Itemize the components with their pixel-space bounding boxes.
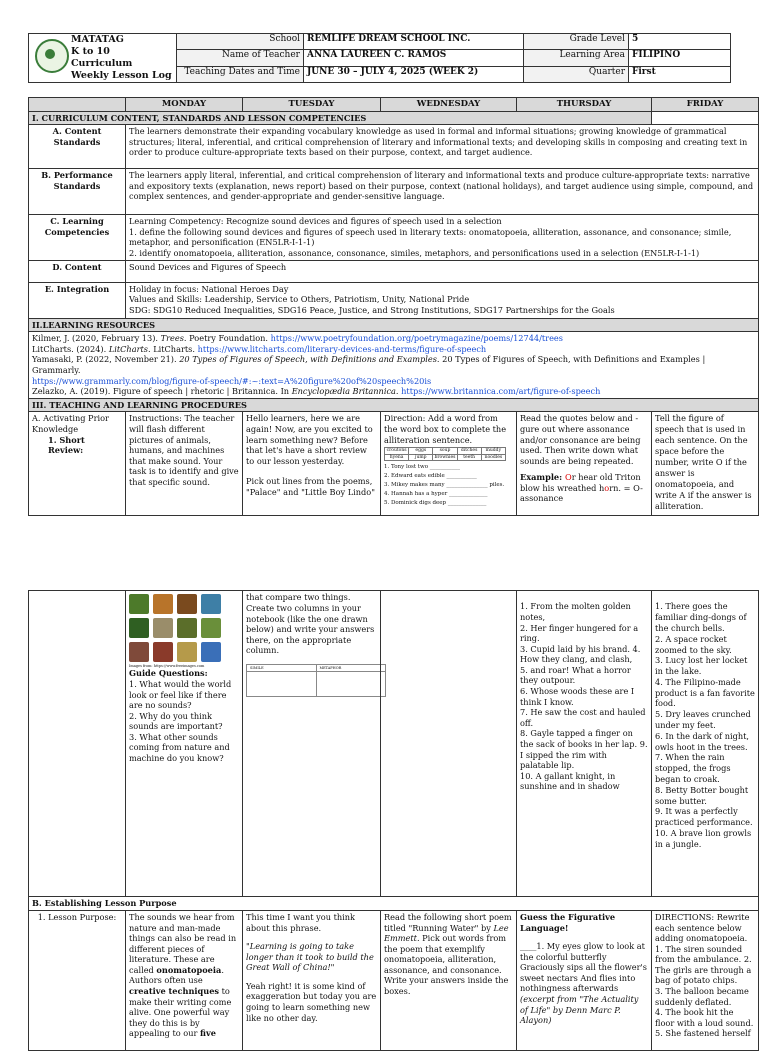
blank-cell <box>652 111 759 125</box>
guide-questions-title: Guide Questions: <box>129 668 208 679</box>
sound-picture-thumbnail <box>129 642 149 662</box>
title-line-3: Weekly Lesson Log <box>71 70 172 81</box>
thursday-activity: 1. From the molten golden notes, 2. Her finger hungered for a ring. 3. Cupid laid by his brand. 4. How they clang, and clash, 5. and roar! What a horror they outpour. 6. Whose woods these are I think I know. 7. He saw the cost and hauled off. 8. Gayle tapped a finger on the sack of books in her lap. 9. I sipped the rim with palatable lip. 10. A gallant knight, in sunshine and in shadow <box>517 591 652 897</box>
lesson-purpose-label: 1. Lesson Purpose: <box>29 910 126 1050</box>
reference-1: Kilmer, J. (2020, February 13). Trees. Poetry Foundation. https://www.poetryfoundation.org/poetrymagazine/poems/12744/trees <box>32 333 563 344</box>
school-value: REMLIFE DREAM SCHOOL INC. <box>304 34 524 50</box>
sound-pictures-grid <box>129 594 239 662</box>
lesson-table-bottom <box>28 590 759 1051</box>
header-title <box>29 34 177 83</box>
day-friday: FRIDAY <box>652 98 759 112</box>
section-heading-curriculum: I. CURRICULUM CONTENT, STANDARDS AND LESSON COMPETENCIES <box>29 111 652 125</box>
thursday-purpose: Guess the Figurative Language! ____1. My eyes glow to look at the colorful butterfly Graciously sips all the flower's sweet nectars And flies into nothingness afterwards (excerpt from "The Actuality of Life" by Denn Marc P. Alayon) <box>517 910 652 1050</box>
monday-activity <box>126 591 243 897</box>
guide-question: 2. Why do you think sounds are important? <box>129 710 223 732</box>
deped-seal-logo <box>35 39 69 73</box>
learning-competencies-label: C. Learning Competencies <box>29 215 126 260</box>
content-text: Sound Devices and Figures of Speech <box>126 260 759 282</box>
sound-picture-thumbnail <box>177 594 197 614</box>
sound-picture-thumbnail <box>129 618 149 638</box>
short-review-label: A. Activating Prior Knowledge 1. Short Review: <box>29 412 126 516</box>
reference-3-link <box>32 376 755 387</box>
friday-activity: 1. There goes the familiar ding-dongs of the church bells. 2. A space rocket zoomed to the sky. 3. Lucy lost her locket in the lake. 4. The Filipino-made product is a fan favorite food. 5. Dry leaves crunched under my feet. 6. In the dark of night, owls hoot in the trees. 7. When the rain stopped, the frogs began to croak. 8. Betty Botter bought some butter. 9. It was a perfectly practiced performance. 10. A brave lion growls in a jungle. <box>652 591 759 897</box>
lesson-log-sheet <box>28 0 755 1051</box>
integration-line: Holiday in focus: National Heroes Day <box>129 283 289 294</box>
quarter-value: First <box>629 66 731 82</box>
sound-picture-thumbnail <box>153 594 173 614</box>
area-label: Learning Area <box>524 50 629 66</box>
content-standards-label: A. Content Standards <box>29 125 126 169</box>
integration-line: Values and Skills: Leadership, Service to Others, Patriotism, Unity, National Pride <box>129 294 470 305</box>
sound-picture-thumbnail <box>153 618 173 638</box>
friday-review: Tell the figure of speech that is used in each sentence. On the space before the number, write O if the answer is onomatopoeia, and write A if the answer is alliteration. <box>652 412 759 516</box>
assonance-example: Example: Or hear old Triton blow his wreathed horn. = O-assonance <box>520 472 643 504</box>
competency-line: Learning Competency: Recognize sound devices and figures of speech used in a selection <box>129 216 502 227</box>
day-wednesday: WEDNESDAY <box>381 98 517 112</box>
tuesday-purpose: This time I want you think about this phrase. "Learning is going to take longer than it took to build the Great Wall of China!" Yeah right! it is some kind of exaggeration but today you are going to learn something new like no other day. <box>243 910 381 1050</box>
section-heading-procedures: III. TEACHING AND LEARNING PROCEDURES <box>29 398 759 412</box>
sound-picture-thumbnail <box>201 618 221 638</box>
area-value: FILIPINO <box>629 50 731 66</box>
empty-label-cell <box>29 591 126 897</box>
performance-standards-label: B. Performance Standards <box>29 169 126 215</box>
grade-value: 5 <box>629 34 731 50</box>
corner-cell <box>29 98 126 112</box>
sound-picture-thumbnail <box>177 618 197 638</box>
guide-question: 1. What would the world look or feel like if there are no sounds? <box>129 678 232 711</box>
day-monday: MONDAY <box>126 98 243 112</box>
title-line-2: K to 10 Curriculum <box>71 46 133 69</box>
tuesday-review: Hello learners, here we are again! Now, are you excited to learn something new? Before that let's have a short review to our lesson yesterday. Pick out lines from the poems, "Palace" and "Little Boy Lindo" <box>243 412 381 516</box>
reference-2: LitCharts. (2024). LitCharts. LitCharts. https://www.litcharts.com/literary-devices-and-terms/figure-of-speech <box>32 343 487 354</box>
content-standards-text: The learners demonstrate their expanding vocabulary knowledge as used in formal and informal situations; growing knowledge of grammatical structures; literal, inferential, and critical comprehension of literary and informational texts; and developing skills in composing and creating text in order to produce culture-appropriate texts based on their purpose, context, and target audience. <box>126 125 759 169</box>
sound-picture-thumbnail <box>177 642 197 662</box>
reference-3: Yamasaki, P. (2022, November 21). 20 Types of Figures of Speech, with Definitions and Examples. 20 Types of Figures of Speech, with Definitions and Examples | Grammarly. <box>32 354 706 375</box>
alliteration-items: 1. Tony lost two ___________ 2. Edward eats edible ___________ 3. Mikey makes many _______________ piles. 4. Hannah has a hyper ______________ 5. Dominick digs deep ______________ <box>384 464 505 507</box>
reference-link[interactable]: https://www.britannica.com/art/figure-of-speech <box>401 386 601 397</box>
lesson-table-top <box>28 97 759 516</box>
performance-standards-text: The learners apply literal, inferential, and critical comprehension of literary and informational texts and produce culture-appropriate texts: narrative and expository texts (explanation, news report) based on their purpose, context (national holidays), and target audience using simple, compound, and complex sentences, and gender-appropriate and gender-sensitive language. <box>126 169 759 215</box>
competency-line: 1. define the following sound devices and figures of speech used in literary texts: onomatopoeia, alliteration, assonance, and consonance; simile, metaphor, and personification (EN5LR-I-1-1) <box>129 226 732 248</box>
wednesday-activity <box>381 591 517 897</box>
sound-picture-thumbnail <box>201 642 221 662</box>
dates-label: Teaching Dates and Time <box>177 66 304 82</box>
monday-review: Instructions: The teacher will flash different pictures of animals, humans, and machines that make sound. Your task is to identify and give that specific sound. <box>126 412 243 516</box>
sound-picture-thumbnail <box>129 594 149 614</box>
title-line-1: MATATAG <box>71 34 124 45</box>
friday-purpose: DIRECTIONS: Rewrite each sentence below adding onomatopoeia. 1. The siren sounded from the ambulance. 2. The girls are through a bag of potato chips. 3. The balloon became suddenly deflated. 4. The book hit the floor with a loud sound. 5. She fastened herself <box>652 910 759 1050</box>
reference-link[interactable]: https://www.litcharts.com/literary-devices-and-terms/figure-of-speech <box>197 343 487 354</box>
header-table <box>28 33 731 83</box>
integration-line: SDG: SDG10 Reduced Inequalities, SDG16 Peace, Justice, and Strong Institutions, SDG17 Partnerships for the Goals <box>129 304 615 315</box>
day-tuesday: TUESDAY <box>243 98 381 112</box>
day-thursday: THURSDAY <box>517 98 652 112</box>
day-header-row <box>29 98 759 112</box>
learning-competencies-text <box>126 215 759 260</box>
integration-label: E. Integration <box>29 282 126 318</box>
tuesday-activity: that compare two things. Create two columns in your notebook (like the one drawn below) and write your answers there, on the appropriate column. SIMILE METAPHOR <box>243 591 381 897</box>
sound-picture-thumbnail <box>201 594 221 614</box>
reference-link[interactable]: https://www.poetryfoundation.org/poetrymagazine/poems/12744/trees <box>270 333 563 344</box>
sound-picture-thumbnail <box>153 642 173 662</box>
section-heading-lesson-purpose: B. Establishing Lesson Purpose <box>29 897 759 911</box>
school-label: School <box>177 34 304 50</box>
thursday-review: Read the quotes below and -gure out where assonance and/or consonance are being used. Then write down what sounds are being repeated. Example: Or hear old Triton blow his wreathed horn. = O-assonance <box>517 412 652 516</box>
page-break-gap <box>28 516 730 590</box>
quarter-label: Quarter <box>524 66 629 82</box>
reference-link[interactable]: https://www.grammarly.com/blog/figure-of-speech/#:~:text=A%20figure%20of%20speech%20is <box>32 375 432 386</box>
section-heading-resources: II.LEARNING RESOURCES <box>29 318 759 332</box>
wednesday-purpose: Read the following short poem titled "Running Water" by Lee Emmett. Pick out words from the poem that exemplify onomatopoeia, alliteration, assonance, and consonance. Write your answers inside the boxes. <box>381 910 517 1050</box>
monday-purpose: The sounds we hear from nature and man-made things can also be read in different pieces of literature. These are called onomatopoeia. Authors often use creative techniques to make their writing come alive. One powerful way they do this is by appealing to our five <box>126 910 243 1050</box>
integration-text <box>126 282 759 318</box>
competency-line: 2. identify onomatopoeia, alliteration, assonance, consonance, similes, metaphors, and personifications used in a selection (EN5LR-I-1-1) <box>129 247 700 258</box>
word-box: croutons eggs soup ditches muddy hyena jump brownies teeth noodles <box>384 447 506 461</box>
teacher-label: Name of Teacher <box>177 50 304 66</box>
grade-label: Grade Level <box>524 34 629 50</box>
wednesday-review: Direction: Add a word from the word box to complete the alliteration sentence. croutons eggs soup ditches muddy hyena jump brownies teeth noodles 1. Tony lost two ___________ 2. Edward eats edible ___________ 3. Mikey makes many _______________ piles. 4. Hannah has a hyper ______________ 5. Dominick digs deep ______________ <box>381 412 517 516</box>
teacher-value: ANNA LAUREEN C. RAMOS <box>304 50 524 66</box>
dates-value: JUNE 30 – JULY 4, 2025 (WEEK 2) <box>304 66 524 82</box>
reference-4: Zelazko, A. (2019). Figure of speech | rhetoric | Britannica. In Encyclopædia Britannica. https://www.britannica.com/art/figure-of-speech <box>32 386 601 397</box>
simile-metaphor-table: SIMILE METAPHOR <box>246 664 386 697</box>
image-caption: Images from: https://www.freeimages.com <box>129 664 205 669</box>
guide-question: 3. What other sounds coming from nature and machine do you know? <box>129 731 230 764</box>
content-label: D. Content <box>29 260 126 282</box>
resources-list <box>29 332 759 399</box>
